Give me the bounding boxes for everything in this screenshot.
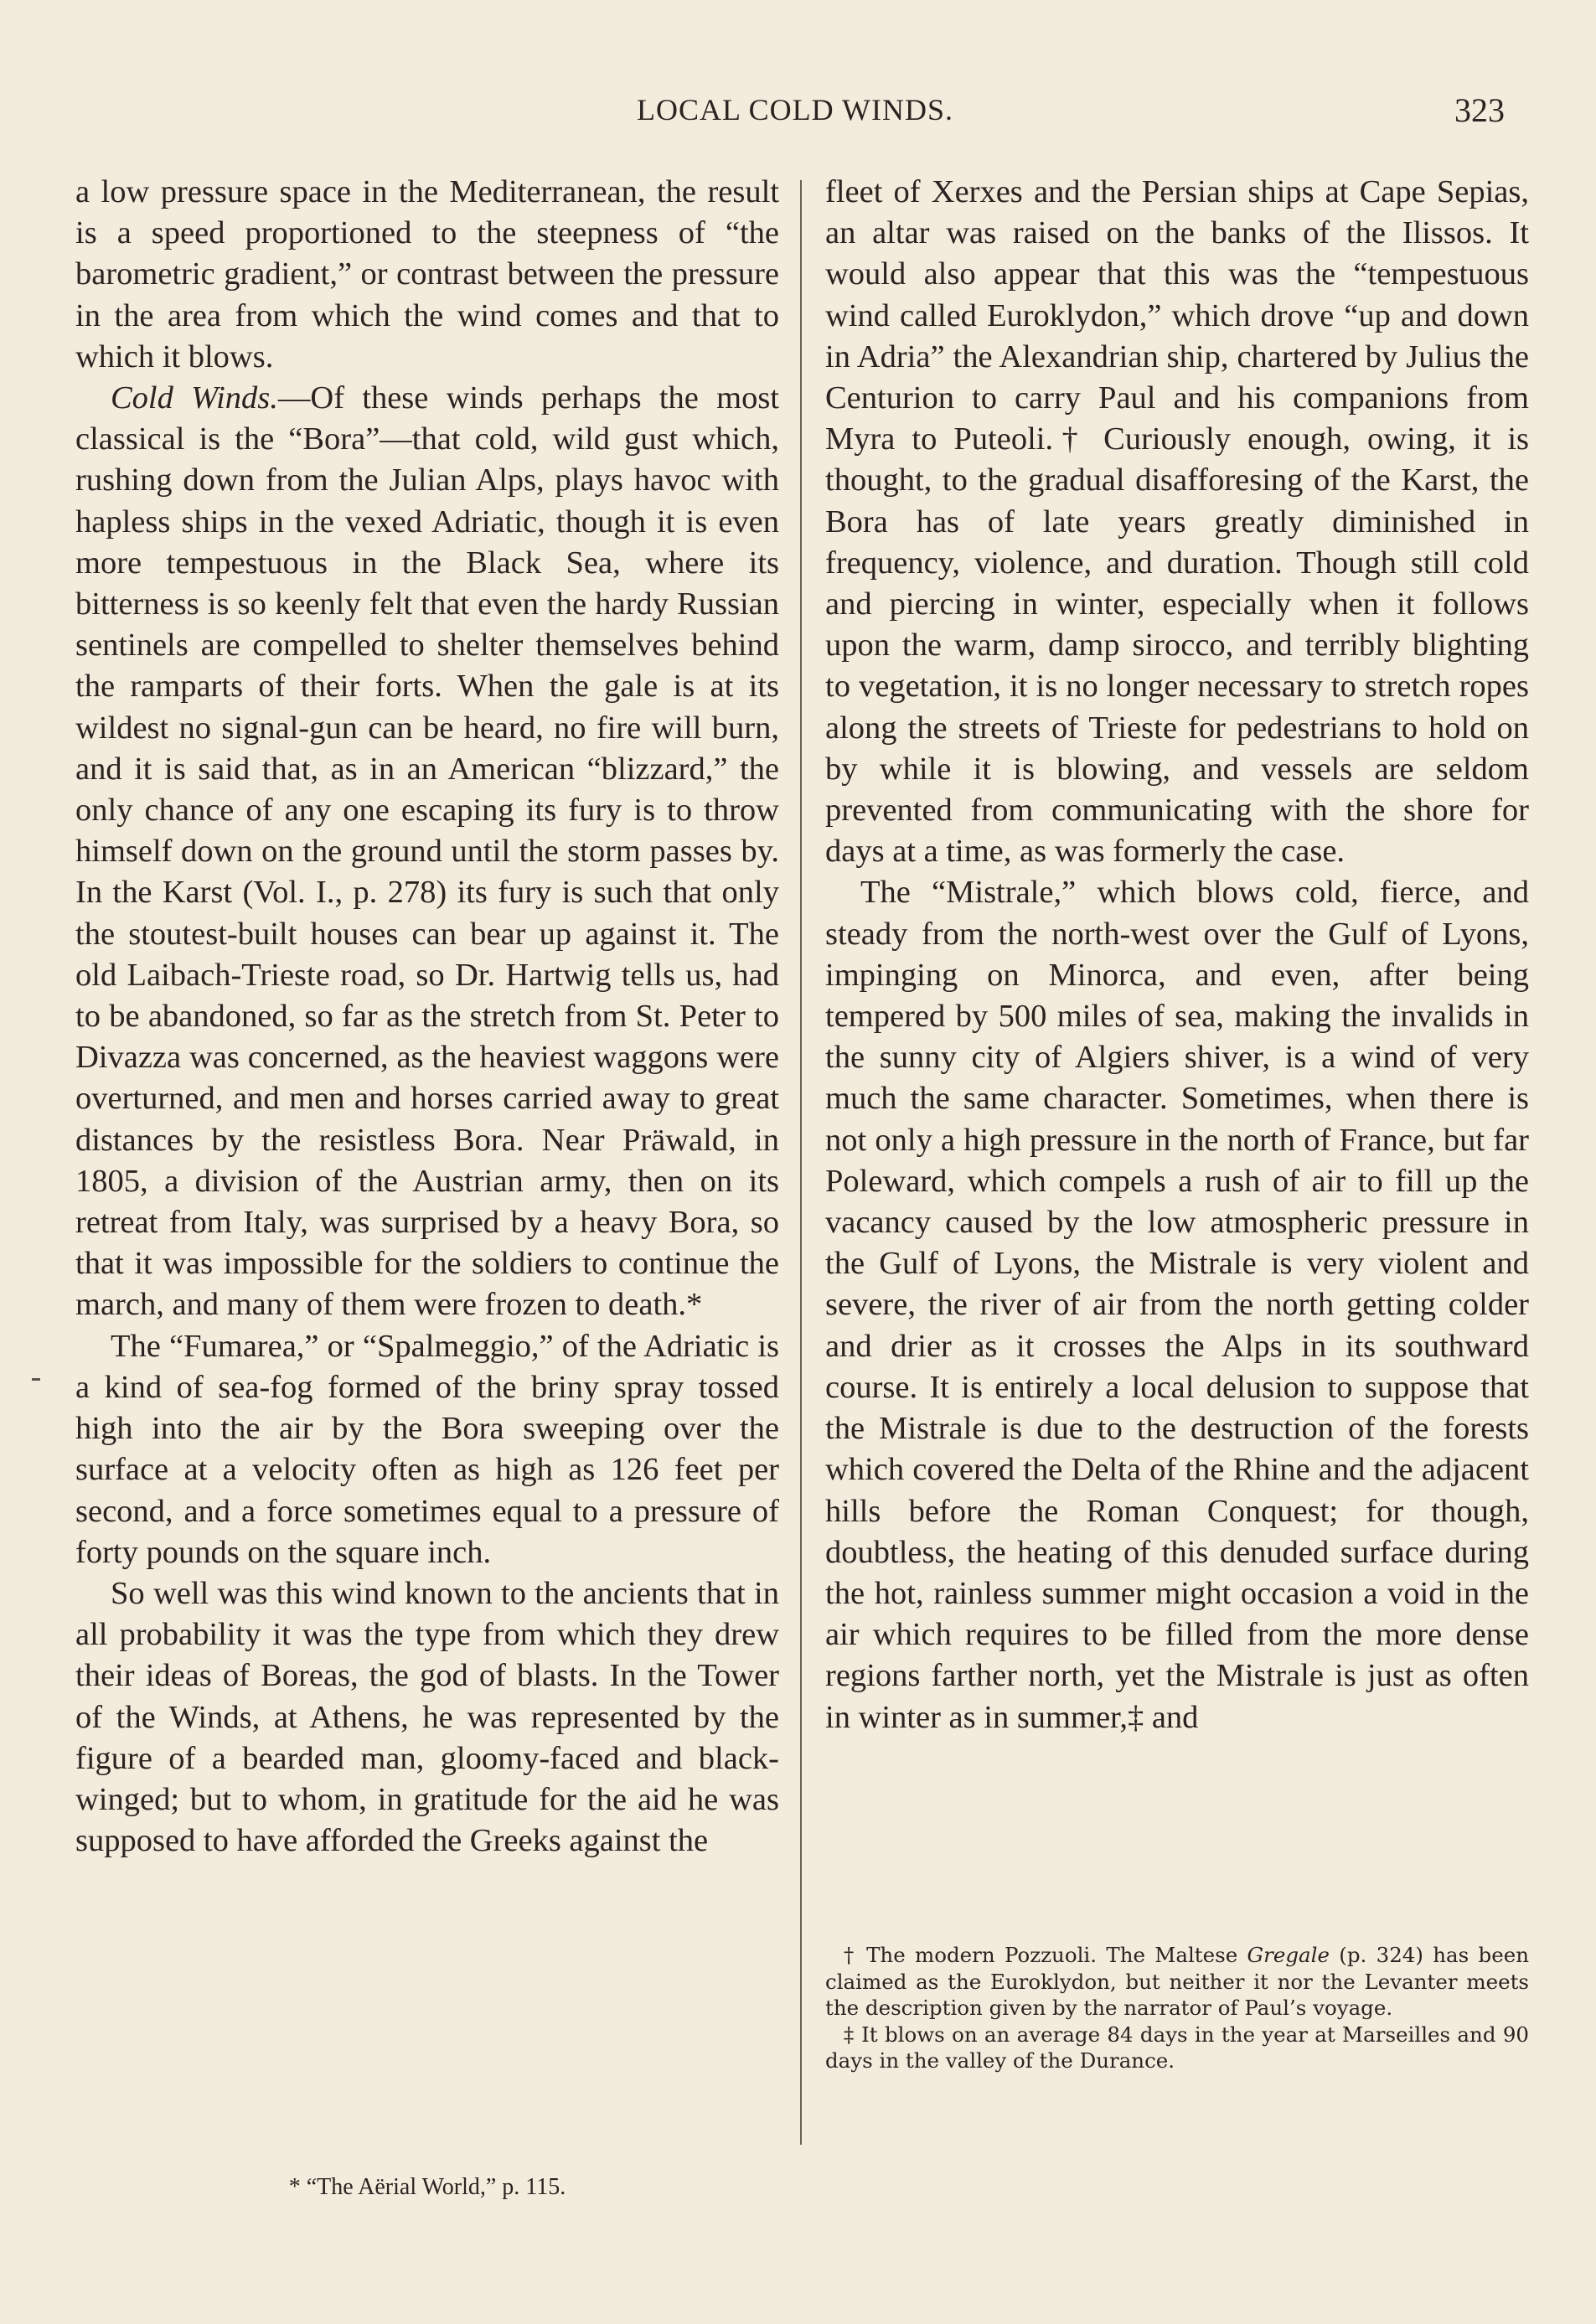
footnote-dagger <box>825 1942 1529 2022</box>
footnote-italic-term: Gregale <box>1247 1943 1330 1967</box>
footnote-double-dagger: ‡ It blows on an average 84 days in the year at Marseilles and 90 days in the valley of the Durance. <box>825 2022 1529 2073</box>
paragraph-text: —Of these winds perhaps the most classical is the “Bora”—that cold, wild gust which, rushing down from the Julian Alps, plays havoc with hapless ships in the vexed Adriatic, though it is even more tempestuous in the Black Sea, where its bitterness is so keenly felt that even the hardy Russian sentinels are compelled to shelter themselves behind the ramparts of their forts. When the gale is at its wildest no signal-gun can be heard, no fire will burn, and it is said that, as in an American “blizzard,” the only chance of any one escaping its fury is to throw himself down on the ground until the storm passes by. In the Karst (Vol. I., p. 278) its fury is such that only the stoutest-built houses can bear up against it. The old Laibach-Trieste road, so Dr. Hartwig tells us, had to be abandoned, so far as the stretch from St. Peter to Divazza was concerned, as the heaviest waggons were overturned, and men and horses carried away to great distances by the resistless Bora. Near Präwald, in 1805, a division of the Austrian army, then on its retreat from Italy, was surprised by a heavy Bora, so that it was impossible for the soldiers to continue the march, and many of them were frozen to death.* <box>75 380 779 1323</box>
paragraph: So well was this wind known to the ancients that in all probability it was the type from which they drew their ideas of Boreas, the god of blasts. In the Tower of the Winds, at Athens, he was represented by the figure of a bearded man, gloomy-faced and black-winged; but to whom, in gratitude for the aid he was supposed to have afforded the Greeks against the <box>75 1575 779 1859</box>
footnote-left: * “The Aërial World,” p. 115. <box>288 2174 566 2200</box>
margin-mark <box>32 1378 40 1381</box>
right-column <box>825 172 1529 1738</box>
column-divider <box>800 180 802 2145</box>
page-number: 323 <box>1454 91 1505 129</box>
paragraph: The “Mistrale,” which blows cold, fierce, and steady from the north-west over the Gulf of Lyons, impinging on Minorca, and even, after being tempered by 500 miles of sea, making the invalids in the sunny city of Algiers shiver, is a wind of very much the same character. Sometimes, when there is not only a high pressure in the north of France, but far Poleward, which compels a rush of air to fill up the vacancy caused by the low atmospheric pressure in the Gulf of Lyons, the Mistrale is very violent and severe, the river of air from the north getting colder and drier as it crosses the Alps in its southward course. It is entirely a local delusion to suppose that the Mistrale is due to the destruction of the forests which covered the Delta of the Rhine and the adjacent hills before the Roman Conquest; for though, doubtless, the heating of this denuded surface during the hot, rainless summer might occasion a void in the air which requires to be filled from the more dense regions farther north, yet the Mistrale is just as often in winter as in summer,‡ and <box>825 875 1529 1735</box>
running-title: LOCAL COLD WINDS. <box>637 93 953 127</box>
section-heading-cold-winds: Cold Winds. <box>111 380 278 416</box>
paragraph: The “Fumarea,” or “Spalmeggio,” of the Adriatic is a kind of sea-fog formed of the briny spray tossed high into the air by the Bora sweeping over the surface at a velocity often as high as 126 feet per second, and a force sometimes equal to a pressure of forty pounds on the square inch. <box>75 1328 779 1570</box>
footnotes-right <box>825 1942 1529 2074</box>
paragraph: a low pressure space in the Mediterranean, the result is a speed proportioned to the steepness of “the barometric gradient,” or contrast between the pressure in the area from which the wind comes and that to which it blows. <box>75 174 779 374</box>
paragraph: fleet of Xerxes and the Persian ships at Cape Sepias, an altar was raised on the banks of the Ilissos. It would also appear that this was the “tempestuous wind called Euroklydon,” which drove “up and down in Adria” the Alexandrian ship, chartered by Julius the Centurion to carry Paul and his companions from Myra to Puteoli.† Curiously enough, owing, it is thought, to the gradual disafforesing of the Karst, the Bora has of late years greatly diminished in frequency, violence, and duration. Though still cold and piercing in winter, especially when it follows upon the warm, damp sirocco, and terribly blighting to vegetation, it is no longer necessary to stretch ropes along the streets of Trieste for pedestrians to hold on by while it is blowing, and vessels are seldom prevented from communicating with the shore for days at a time, as was formerly the case. <box>825 174 1529 870</box>
footnote-text: (p. 324) has been claimed as the Euroklydon, but neither it nor the Levanter meets the description given by the narrator of Paul’s voyage. <box>825 1943 1529 2020</box>
footnote-text: † The modern Pozzuoli. The Maltese <box>844 1943 1247 1967</box>
paragraph-cold-winds <box>75 378 779 1326</box>
left-column <box>75 172 779 1862</box>
